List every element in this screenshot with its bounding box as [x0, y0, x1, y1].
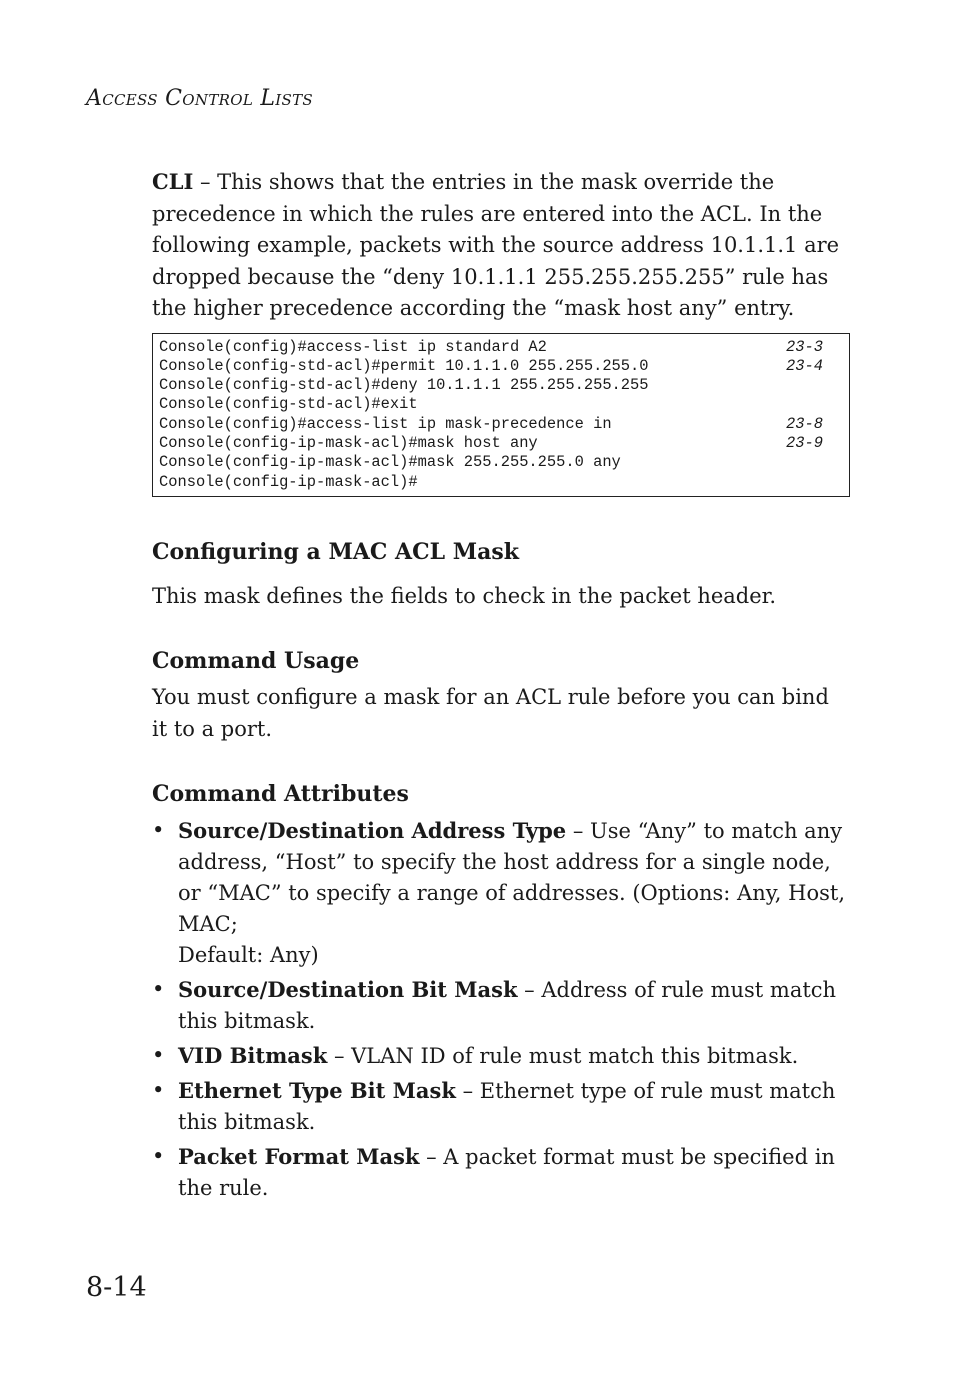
- attribute-desc: – A packet format must be specified in the rule.: [178, 1145, 835, 1201]
- mac-acl-heading: Configuring a MAC ACL Mask: [152, 538, 519, 565]
- attribute-desc: – Use “Any” to match any address, “Host” to specify the host address for a single node, or “MAC” to specify a range of addresses. (Options: Any, Host, MAC;: [178, 819, 845, 937]
- code-page-ref: 23-4: [786, 356, 823, 375]
- code-line: [159, 357, 843, 376]
- command-attributes-heading: Command Attributes: [152, 781, 409, 808]
- code-command: Console(config-ip-mask-acl)#mask 255.255.255.0 any: [159, 453, 621, 472]
- code-command: Console(config-ip-mask-acl)#mask host any: [159, 433, 538, 452]
- code-line: [159, 453, 843, 472]
- list-item: [152, 1075, 850, 1138]
- list-item: [152, 974, 850, 1037]
- bullet-icon: •: [152, 818, 165, 843]
- list-item: [152, 815, 850, 971]
- running-head: Access Control Lists: [86, 86, 313, 111]
- code-command: Console(config)#access-list ip mask-precedence in: [159, 414, 612, 433]
- cli-label: CLI: [152, 169, 194, 194]
- code-page-ref: [823, 395, 843, 414]
- attribute-term: Source/Destination Address Type: [178, 818, 567, 844]
- code-page-ref: 23-3: [786, 337, 823, 356]
- code-line: [159, 395, 843, 414]
- attribute-term: Source/Destination Bit Mask: [178, 977, 518, 1003]
- code-line: [159, 415, 843, 434]
- code-command: Console(config-ip-mask-acl)#: [159, 472, 418, 491]
- attribute-list: [152, 815, 850, 1204]
- cli-text: – This shows that the entries in the mask override the precedence in which the rules are entered into the ACL. In the following example, packets with the source address 10.1.1.1 are dropped because the “deny 10.1.1.1 255.255.255.255” rule has the higher precedence according the “mask host any” entry.: [152, 170, 840, 320]
- attribute-desc: – VLAN ID of rule must match this bitmask.: [327, 1044, 799, 1069]
- cli-paragraph: [152, 166, 850, 325]
- mac-acl-text: This mask defines the fields to check in the packet header.: [152, 583, 777, 608]
- code-line: [159, 376, 843, 395]
- list-item: [152, 1141, 850, 1204]
- page-number: 8-14: [86, 1272, 147, 1303]
- bullet-icon: •: [152, 1043, 165, 1068]
- attribute-desc: – Address of rule must match this bitmask.: [178, 978, 837, 1034]
- code-page-ref: [823, 473, 843, 492]
- code-line: [159, 434, 843, 453]
- code-page-ref: [823, 453, 843, 472]
- page-content: [152, 166, 850, 1207]
- code-page-ref: 23-8: [786, 414, 823, 433]
- code-line: [159, 473, 843, 492]
- bullet-icon: •: [152, 1144, 165, 1169]
- bullet-icon: •: [152, 1078, 165, 1103]
- code-command: Console(config-std-acl)#deny 10.1.1.1 255.255.255.255: [159, 376, 649, 395]
- code-line: [159, 338, 843, 357]
- code-page-ref: [823, 376, 843, 395]
- command-usage-heading: Command Usage: [152, 648, 360, 675]
- bullet-icon: •: [152, 977, 165, 1002]
- attribute-desc: – Ethernet type of rule must match this bitmask.: [178, 1079, 836, 1135]
- code-command: Console(config)#access-list ip standard A2: [159, 337, 547, 356]
- list-item: [152, 1040, 850, 1072]
- command-usage-text: You must configure a mask for an ACL rule before you can bind it to a port.: [152, 685, 829, 741]
- code-example: [152, 333, 850, 497]
- code-page-ref: 23-9: [786, 433, 823, 452]
- code-command: Console(config-std-acl)#exit: [159, 395, 418, 414]
- attribute-term: Ethernet Type Bit Mask: [178, 1078, 456, 1104]
- attribute-term: Packet Format Mask: [178, 1144, 420, 1170]
- attribute-desc-cont: Default: Any): [178, 943, 319, 968]
- code-command: Console(config-std-acl)#permit 10.1.1.0 255.255.255.0: [159, 356, 649, 375]
- attribute-term: VID Bitmask: [178, 1043, 328, 1069]
